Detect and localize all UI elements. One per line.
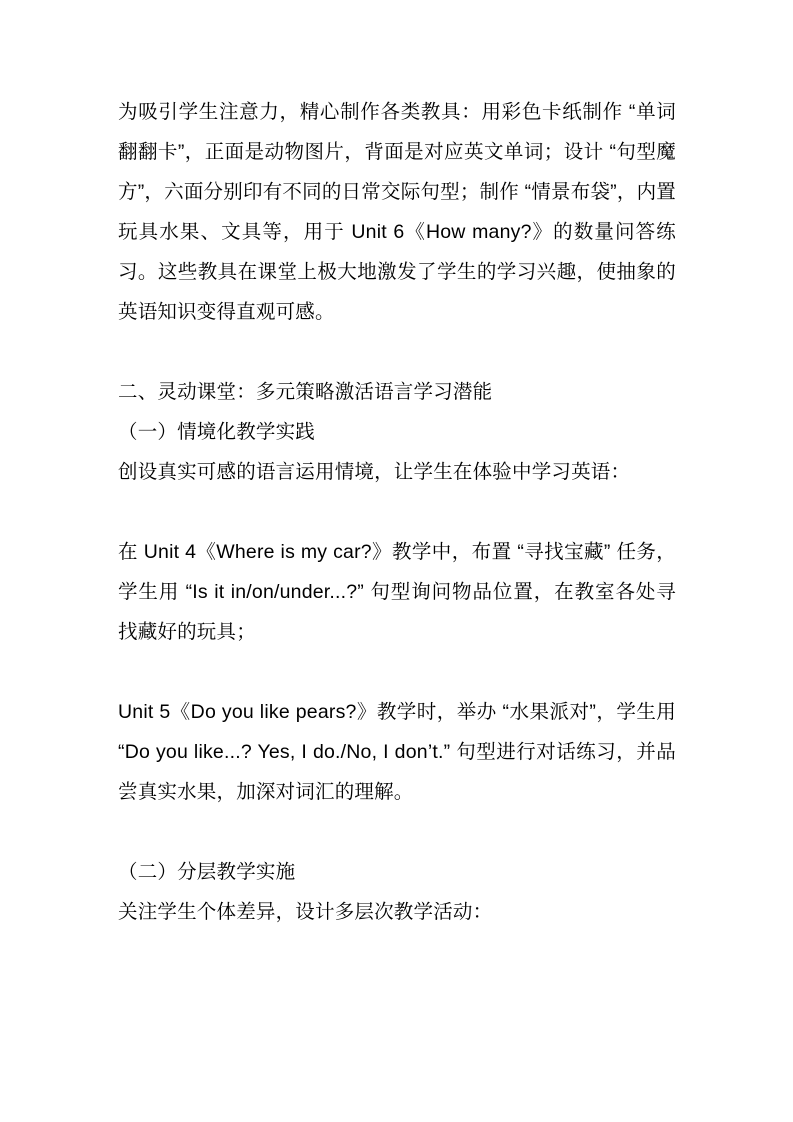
paragraph-teaching-aids: 为吸引学生注意力，精心制作各类教具：用彩色卡纸制作 “单词翻翻卡”，正面是动物图片，背面是对应英文单词；设计 “句型魔方”，六面分别印有不同的日常交际句型；制作 “情景布袋”，内置玩具水果、文具等，用于 Unit 6《How many?》的数量问答练习。这些教具在课堂上极大地激发了学生的学习兴趣，使抽象的英语知识变得直观可感。 bbox=[118, 101, 676, 323]
lead-subsection-two: 关注学生个体差异，设计多层次教学活动： bbox=[118, 901, 493, 923]
heading-section-two: 二、灵动课堂：多元策略激活语言学习潜能 bbox=[118, 381, 493, 403]
heading-subsection-two: （二）分层教学实施 bbox=[118, 861, 296, 883]
document-body bbox=[118, 92, 676, 932]
paragraph-unit4-example: 在 Unit 4《Where is my car?》教学中，布置 “寻找宝藏” 任务，学生用 “Is it in/on/under...?” 句型询问物品位置，在教室各处寻找藏好的玩具； bbox=[118, 541, 676, 643]
heading-subsection-one: （一）情境化教学实践 bbox=[118, 421, 316, 443]
paragraph-spacer bbox=[118, 492, 676, 532]
lead-subsection-one: 创设真实可感的语言运用情境，让学生在体验中学习英语： bbox=[118, 461, 631, 483]
paragraph-spacer bbox=[118, 812, 676, 852]
paragraph-spacer bbox=[118, 652, 676, 692]
paragraph-spacer bbox=[118, 332, 676, 372]
paragraph-unit5-example: Unit 5《Do you like pears?》教学时，举办 “水果派对”，学生用 “Do you like...? Yes, I do./No, I don’t.” 句型进行对话练习，并品尝真实水果，加深对词汇的理解。 bbox=[118, 701, 676, 803]
